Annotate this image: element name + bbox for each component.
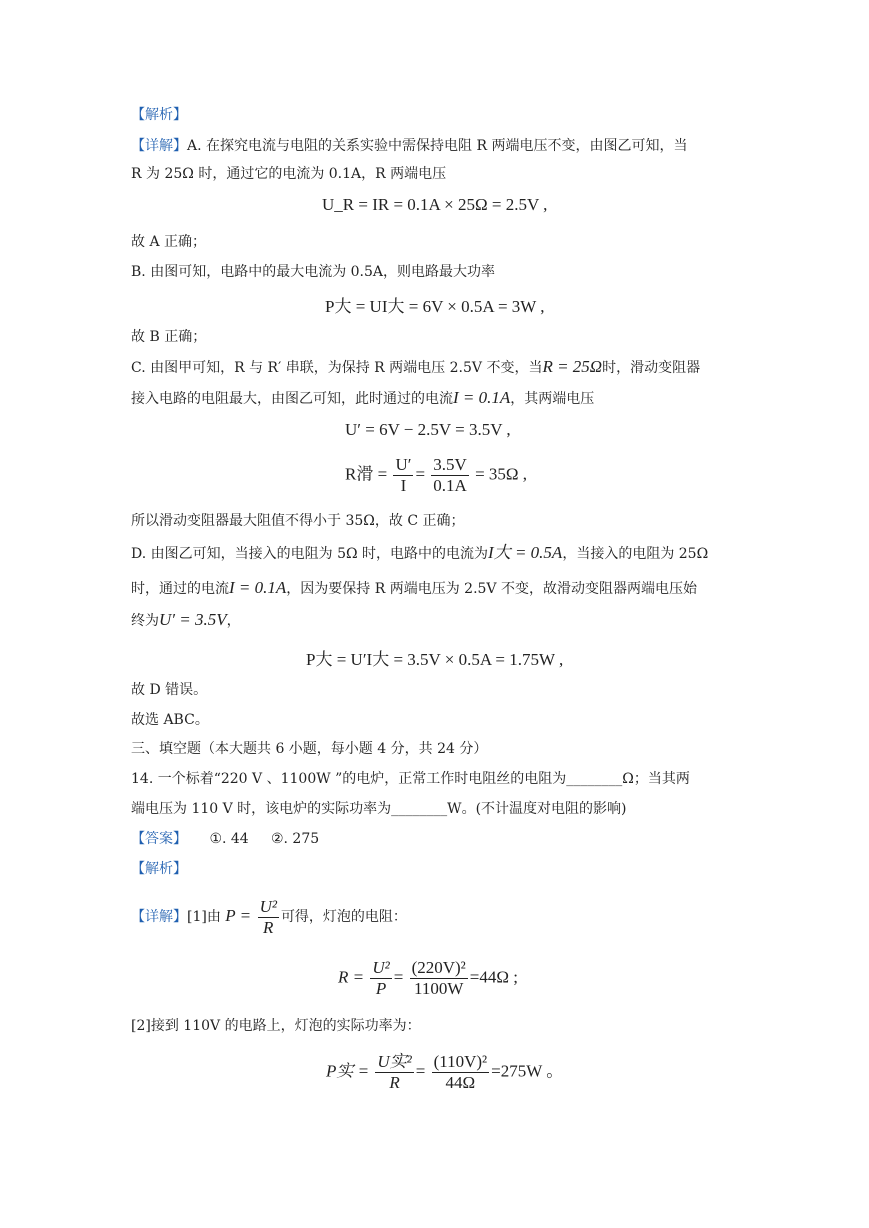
fraction (432, 1052, 490, 1093)
numerator: 3.5V (433, 455, 467, 474)
denominator: R (263, 917, 274, 937)
text: ， (226, 613, 241, 629)
question-line: 端电压为 110 V 时，该电炉的实际功率为________W。(不计温度对电阻的影响) (131, 801, 627, 817)
equation-2: P大 = UI大 = 6V × 0.5A = 3W , (325, 297, 545, 316)
numerator: U实² (377, 1052, 412, 1071)
text: ，因为要保持 R 两端电压为 2.5V 不变，故滑动变阻器两端电压始 (286, 581, 697, 597)
equation-7: P实 = $\frac{\text{U实²}}{R}$ = $\frac{\text{(110V)²}}{44\Omega}$ =275W 。 (326, 1052, 564, 1092)
fraction (370, 958, 391, 999)
fraction (393, 455, 413, 496)
text-line (131, 357, 700, 378)
text-line: [2]接到 110V 的电路上，灯泡的实际功率为： (131, 1018, 421, 1034)
detail-label: 【详解】 (131, 138, 187, 154)
equation-4: R滑 = $\frac{U'}{I}$ = $\frac{3.5V}{0.1A}$ = 35Ω , (345, 455, 528, 495)
numerator: (110V)² (433, 1052, 488, 1071)
fraction (431, 455, 469, 496)
text-line: 故 A 正确； (131, 234, 207, 250)
eq-rhs: = 35Ω , (475, 464, 528, 484)
eq-rhs: =275W 。 (491, 1061, 564, 1081)
text-line: 故选 ABC。 (131, 712, 209, 728)
equation-3: U′ = 6V − 2.5V = 3.5V , (345, 420, 511, 439)
math-inline: R = 25Ω (542, 357, 603, 376)
numerator: U² (372, 958, 390, 977)
math-inline: I大 = 0.5A (488, 543, 563, 562)
eq-lhs: R滑 = (345, 464, 388, 484)
eq-rhs: =44Ω ; (469, 967, 518, 987)
detail-label: 【详解】 (131, 909, 187, 925)
text-line (131, 388, 594, 409)
analysis-label: 【解析】 (131, 861, 187, 877)
text: ，当接入的电阻为 25Ω (562, 546, 709, 562)
text-line: B. 由图可知，电路中的最大电流为 0.5A，则电路最大功率 (131, 264, 496, 280)
denominator: 0.1A (433, 476, 467, 495)
detail-paragraph-b (131, 895, 407, 938)
denominator: I (400, 476, 407, 495)
text: C. 由图甲可知，R 与 R′ 串联，为保持 R 两端电压 2.5V 不变，当 (131, 360, 543, 376)
numerator: U² (259, 896, 277, 916)
answer-line (131, 829, 319, 849)
analysis-label: 【解析】 (131, 107, 187, 123)
math-inline: I = 0.1A (229, 578, 287, 597)
fraction (258, 897, 279, 938)
text: 终为 (131, 613, 159, 629)
text: ，其两端电压 (510, 391, 595, 407)
text-line: 故 D 错误。 (131, 682, 208, 698)
text: 时，滑动变阻器 (602, 360, 701, 376)
math-inline: P = (225, 906, 252, 925)
text: D. 由图乙可知，当接入的电阻为 5Ω 时，电路中的电流为 (131, 546, 489, 562)
text-line (131, 543, 708, 564)
math-inline: I = 0.1A (453, 388, 511, 407)
detail-paragraph-a (131, 136, 687, 156)
math-inline: U′ = 3.5V (159, 610, 227, 629)
eq-lhs: P实 = (326, 1061, 370, 1081)
eq-lhs: R = (338, 967, 365, 987)
question-line: 14. 一个标着“220 V 、1100W ”的电炉，正常工作时电阻丝的电阻为________Ω；当其两 (131, 771, 690, 787)
numerator: U′ (395, 455, 412, 474)
text-line (131, 578, 697, 599)
section-heading: 三、填空题（本大题共 6 小题，每小题 4 分，共 24 分） (131, 741, 488, 757)
answer-text: ①. 44 ②. 275 (209, 831, 320, 847)
denominator: P (375, 979, 387, 998)
equation-5: P大 = U′I大 = 3.5V × 0.5A = 1.75W , (306, 650, 564, 669)
text-line: 故 B 正确； (131, 329, 207, 345)
text-line (131, 610, 241, 631)
text: 可得，灯泡的电阻： (280, 909, 407, 925)
text: 时，通过的电流 (131, 581, 229, 597)
numerator: (220V)² (411, 958, 466, 977)
equation-6: R = $\frac{\text{U²}}{P}$ = $\frac{\text{(220V)²}}{1100W}$ =44Ω ; (338, 958, 518, 998)
text: 接入电路的电阻最大，由图乙可知，此时通过的电流 (131, 391, 453, 407)
equation-1: U_R = IR = 0.1A × 25Ω = 2.5V , (322, 195, 548, 214)
fraction (375, 1052, 413, 1093)
text-line: R 为 25Ω 时，通过它的电流为 0.1A，R 两端电压 (131, 166, 447, 182)
denominator: 44Ω (445, 1073, 476, 1092)
denominator: 1100W (413, 979, 464, 998)
fraction (410, 958, 468, 999)
text: [1]由 (187, 909, 221, 925)
text: A. 在探究电流与电阻的关系实验中需保持电阻 R 两端电压不变，由图乙可知，当 (187, 138, 688, 154)
text-line: 所以滑动变阻器最大阻值不得小于 35Ω，故 C 正确； (131, 513, 465, 529)
answer-label: 【答案】 (131, 831, 187, 847)
denominator: R (389, 1073, 400, 1092)
